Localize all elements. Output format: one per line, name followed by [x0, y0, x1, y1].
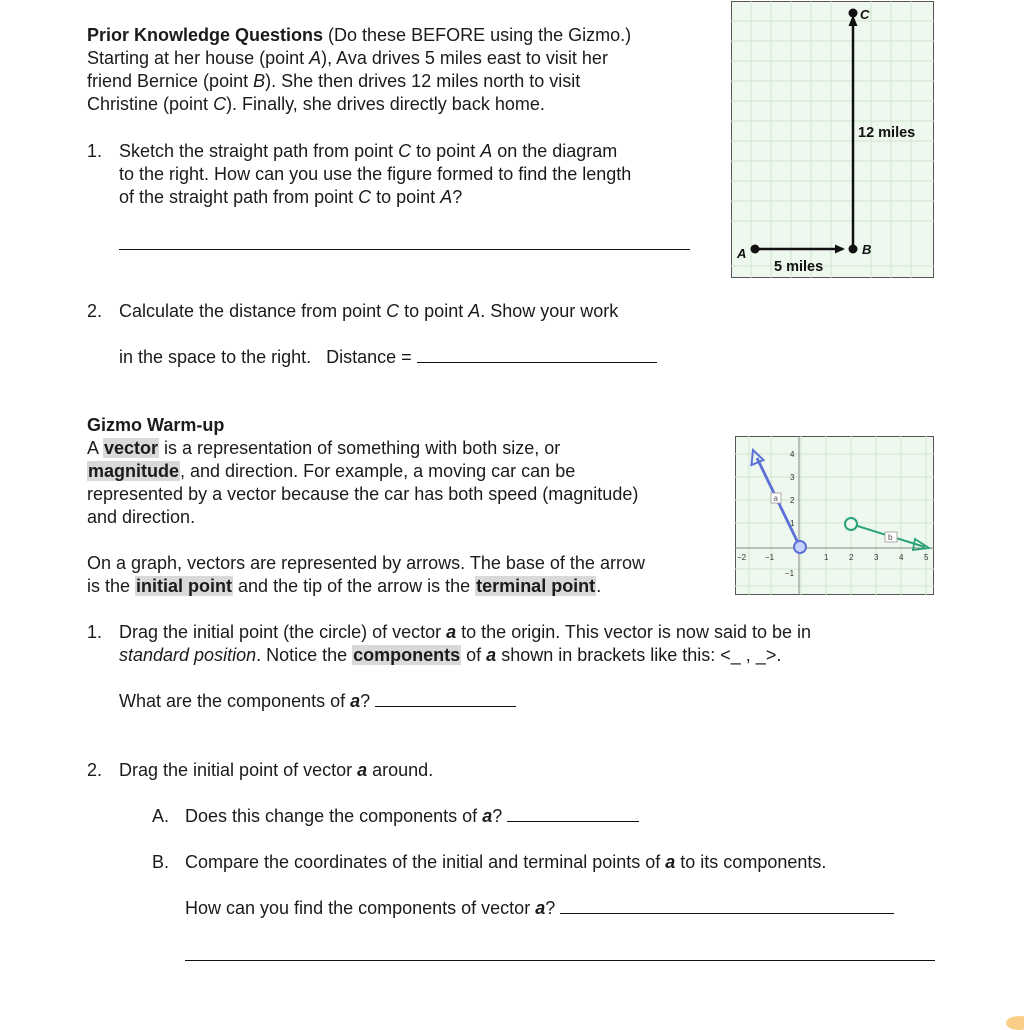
- warmup-qB-letter: B.: [152, 852, 170, 872]
- warmup-heading: Gizmo Warm-up: [87, 415, 225, 435]
- warmup-para1-line-4: and direction.: [87, 507, 196, 527]
- warmup-q2-line: Drag the initial point of vector a around.: [119, 760, 434, 780]
- warmup-q1-line-2: standard position. Notice the components of a shown in brackets like this: <_ , _>.: [119, 645, 782, 665]
- prior-heading-line: [87, 24, 631, 47]
- point-c-dot: [849, 9, 858, 18]
- change-components-question: Does this change the components of a?: [185, 806, 508, 826]
- edge-mark: [1006, 1016, 1024, 1030]
- svg-text:−2: −2: [737, 553, 747, 562]
- point-b-dot: [849, 245, 858, 254]
- svg-text:−1: −1: [785, 569, 795, 578]
- point-a-dot: [751, 245, 760, 254]
- travel-path-diagram: [731, 1, 934, 278]
- warmup-qA-line: [185, 805, 639, 828]
- warmup-para2-line-2: is the initial point and the tip of the arrow is the terminal point.: [87, 576, 602, 596]
- prior-heading: Prior Knowledge Questions: [87, 25, 324, 45]
- warmup-q1-line-1: Drag the initial point (the circle) of vector a to the origin. This vector is now said to be in: [119, 622, 812, 642]
- prior-q2-number: 2.: [87, 301, 103, 321]
- vector-graph: [735, 436, 934, 595]
- prior-intro-line-1: Starting at her house (point A), Ava drives 5 miles east to visit her: [87, 48, 608, 68]
- prior-intro-line-3: Christine (point C). Finally, she drives directly back home.: [87, 94, 545, 114]
- prior-q2-line-2: [119, 346, 657, 369]
- warmup-qB-line: Compare the coordinates of the initial and terminal points of a to its components.: [185, 852, 827, 872]
- components-answer-blank[interactable]: [375, 690, 516, 707]
- warmup-q1-number: 1.: [87, 622, 103, 642]
- warmup-para1-line-1: A vector is a representation of something with both size, or: [87, 438, 561, 458]
- svg-text:3: 3: [790, 473, 795, 482]
- label-point-b: B: [862, 242, 872, 257]
- prior-q1-answer-line[interactable]: [119, 249, 690, 250]
- warmup-para1-line-3: represented by a vector because the car has both speed (magnitude): [87, 484, 639, 504]
- change-components-answer-blank[interactable]: [507, 805, 639, 822]
- warmup-para2-line-1: On a graph, vectors are represented by arrows. The base of the arrow: [87, 553, 645, 573]
- svg-text:3: 3: [874, 553, 879, 562]
- distance-label: in the space to the right. Distance =: [119, 347, 417, 367]
- components-question: What are the components of a?: [119, 691, 376, 711]
- find-components-answer-blank[interactable]: [560, 897, 894, 914]
- vector-a-label: a: [773, 494, 778, 503]
- svg-text:4: 4: [899, 553, 904, 562]
- prior-q1-line-1: Sketch the straight path from point C to point A on the diagram: [119, 141, 618, 161]
- svg-text:4: 4: [790, 450, 795, 459]
- warmup-q2-number: 2.: [87, 760, 103, 780]
- prior-q1-line-2: to the right. How can you use the figure formed to find the length: [119, 164, 632, 184]
- prior-intro-line-2: friend Bernice (point B). She then drives 12 miles north to visit: [87, 71, 581, 91]
- label-12-miles: 12 miles: [858, 125, 916, 141]
- vector-b-label: b: [888, 533, 893, 542]
- warmup-qA-letter: A.: [152, 806, 170, 826]
- vector-a-initial-point[interactable]: [794, 541, 806, 553]
- svg-text:2: 2: [790, 496, 795, 505]
- warmup-para1-line-2: magnitude, and direction. For example, a moving car can be: [88, 461, 576, 481]
- svg-text:−1: −1: [765, 553, 775, 562]
- find-components-answer-line-2[interactable]: [185, 960, 935, 961]
- warmup-qB-ask: [185, 897, 894, 920]
- svg-text:1: 1: [824, 553, 829, 562]
- distance-answer-blank[interactable]: [417, 346, 657, 363]
- vector-b-initial-point[interactable]: [845, 518, 857, 530]
- svg-text:5: 5: [924, 553, 929, 562]
- prior-q2-line-1: Calculate the distance from point C to point A. Show your work: [119, 301, 619, 321]
- warmup-q1-ask: [119, 690, 516, 713]
- find-components-question: How can you find the components of vector a?: [185, 898, 561, 918]
- svg-text:2: 2: [849, 553, 854, 562]
- label-point-a: A: [737, 246, 747, 261]
- prior-heading-note: (Do these BEFORE using the Gizmo.): [323, 25, 632, 45]
- label-5-miles: 5 miles: [774, 259, 824, 275]
- label-point-c: C: [860, 7, 870, 22]
- prior-q1-line-3: of the straight path from point C to point A?: [119, 187, 463, 207]
- svg-text:1: 1: [790, 519, 795, 528]
- prior-q1-number: 1.: [87, 141, 103, 161]
